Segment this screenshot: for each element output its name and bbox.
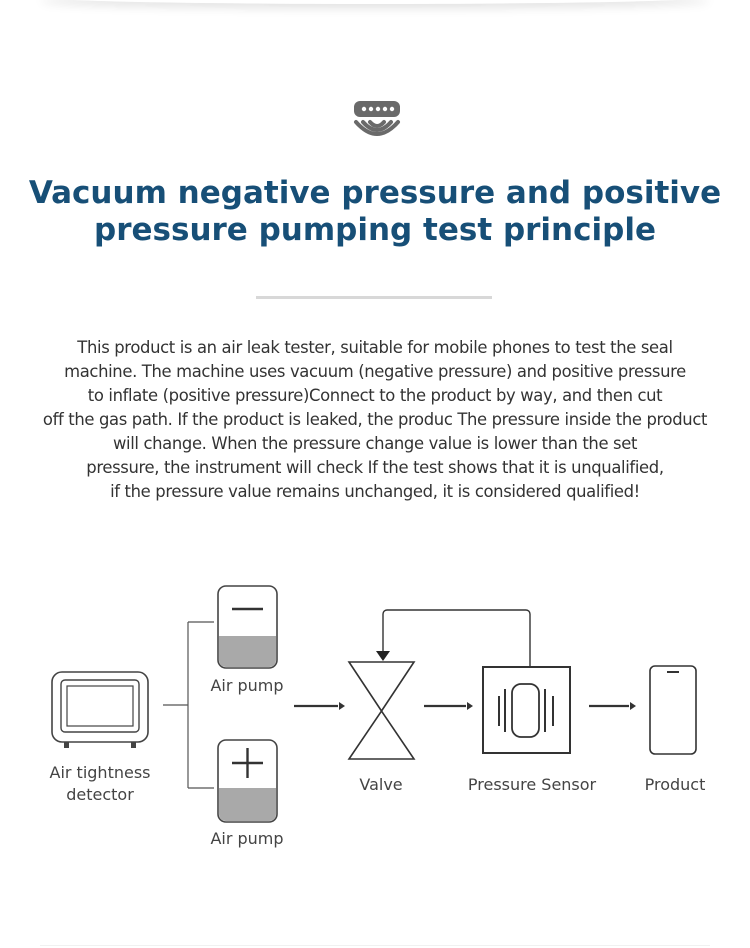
description-line: off the gas path. If the product is leaked, the produc The pressure inside the product bbox=[42, 410, 708, 429]
description-line: if the pressure value remains unchanged, it is considered qualified! bbox=[110, 482, 640, 501]
pump-bottom-label: Air pump bbox=[210, 829, 284, 848]
valve-icon bbox=[349, 662, 414, 759]
negative-pump-icon bbox=[218, 586, 277, 668]
description-line: to inflate (positive pressure)Connect to the product by way, and then cut bbox=[87, 386, 663, 405]
pump-bracket bbox=[163, 622, 214, 788]
bottom-edge bbox=[40, 945, 710, 946]
product-label: Product bbox=[644, 775, 706, 794]
phone-icon bbox=[650, 666, 696, 754]
description-line: will change. When the pressure change value is lower than the set bbox=[112, 434, 638, 453]
valve-label: Valve bbox=[359, 775, 403, 794]
description bbox=[0, 336, 750, 504]
pressure-sensor-icon bbox=[483, 667, 570, 753]
feedback-arrow bbox=[376, 610, 530, 667]
detector-label-line-2: detector bbox=[66, 785, 134, 804]
positive-pump-icon bbox=[218, 740, 277, 822]
detector-label-line-1: Air tightness bbox=[49, 763, 151, 782]
description-line: This product is an air leak tester, suitable for mobile phones to test the seal bbox=[77, 338, 673, 357]
description-line: machine. The machine uses vacuum (negative pressure) and positive pressure bbox=[64, 362, 686, 381]
detector-label bbox=[40, 762, 160, 806]
page-title bbox=[0, 175, 750, 249]
arrow-to-product bbox=[589, 702, 636, 710]
title-line-1: Vacuum negative pressure and positive bbox=[28, 175, 722, 211]
top-shadow bbox=[40, 0, 710, 4]
air-leak-signal-icon bbox=[350, 98, 404, 148]
principle-diagram bbox=[0, 560, 750, 860]
description-line: pressure, the instrument will check If the test shows that it is unqualified, bbox=[86, 458, 664, 477]
title-divider bbox=[256, 296, 492, 299]
sensor-label: Pressure Sensor bbox=[467, 775, 597, 794]
arrow-to-sensor bbox=[424, 702, 473, 710]
title-line-2: pressure pumping test principle bbox=[94, 212, 656, 248]
arrow-to-valve bbox=[294, 702, 345, 710]
pump-top-label: Air pump bbox=[210, 676, 284, 695]
detector-icon bbox=[52, 672, 148, 748]
diagram-graphics bbox=[0, 560, 750, 860]
